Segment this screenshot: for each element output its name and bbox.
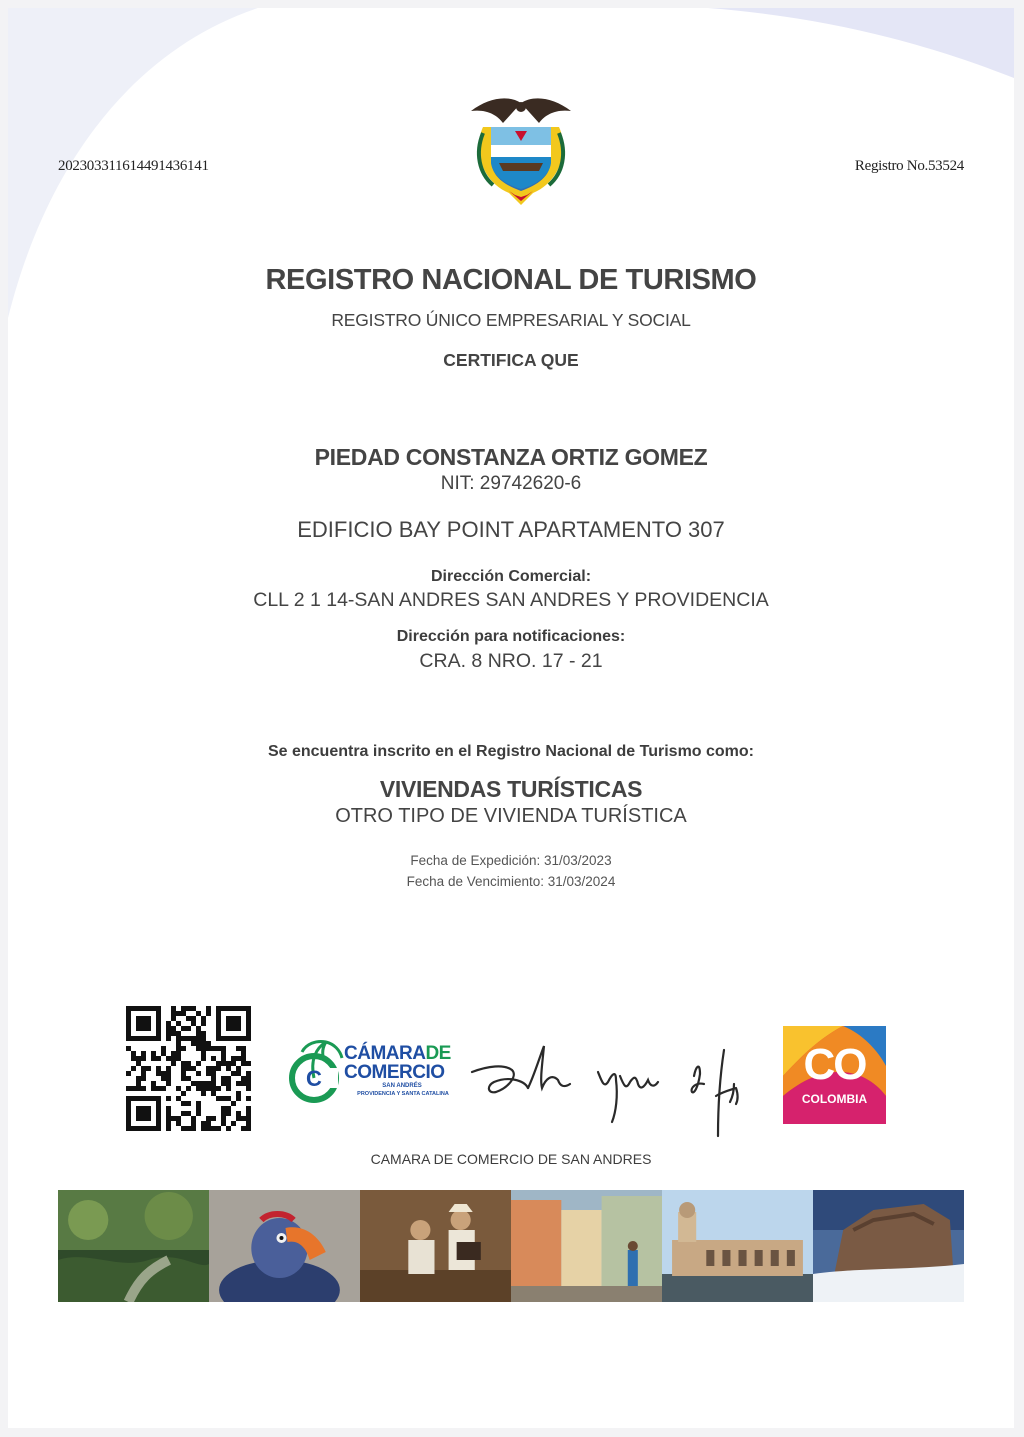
camara-line1b: DE bbox=[425, 1043, 451, 1064]
svg-text:C: C bbox=[306, 1066, 322, 1091]
document-title: REGISTRO NACIONAL DE TURISMO bbox=[265, 264, 757, 296]
direccion-comercial: CLL 2 1 14-SAN ANDRES SAN ANDRES Y PROVIDENCIA bbox=[253, 589, 769, 611]
direccion-notif: CRA. 8 NRO. 17 - 21 bbox=[419, 650, 603, 672]
document-code: 20230331161449143614​1 bbox=[58, 158, 209, 174]
co-colombia-logo bbox=[783, 1026, 886, 1124]
subcategoria: OTRO TIPO DE VIVIENDA TURÍSTICA bbox=[335, 805, 687, 827]
signature-icon bbox=[468, 1036, 758, 1141]
establishment-name: EDIFICIO BAY POINT APARTAMENTO 307 bbox=[297, 517, 725, 542]
camara-line4: PROVIDENCIA Y SANTA CATALINA bbox=[357, 1091, 449, 1097]
photo-strip bbox=[58, 1190, 964, 1302]
qr-code-icon bbox=[126, 1006, 251, 1131]
colombia-text: COLOMBIA bbox=[801, 1092, 868, 1106]
registro-number: Registro No.53524 bbox=[854, 158, 964, 174]
camara-palm-icon bbox=[286, 1038, 344, 1104]
colombia-coat-of-arms-icon bbox=[469, 93, 573, 208]
photo-colonial-street bbox=[511, 1190, 662, 1302]
photo-rock-formation bbox=[813, 1190, 964, 1302]
header-swoosh bbox=[8, 8, 1014, 408]
certifica-que: CERTIFICA QUE bbox=[443, 350, 579, 370]
camara-comercio-logo bbox=[286, 1038, 466, 1108]
document-subtitle: REGISTRO ÚNICO EMPRESARIAL Y SOCIAL bbox=[331, 310, 691, 330]
photo-palace bbox=[662, 1190, 813, 1302]
camara-line1: CÁMARA bbox=[344, 1043, 426, 1064]
certificate-page bbox=[8, 8, 1014, 1428]
camara-line2: COMERCIO bbox=[344, 1062, 445, 1083]
nit: NIT: 29742620-6 bbox=[440, 473, 582, 494]
camara-footer: CAMARA DE COMERCIO DE SAN ANDRES bbox=[370, 1151, 652, 1167]
owner-name: PIEDAD CONSTANZA ORTIZ GOMEZ bbox=[314, 444, 708, 470]
co-text: CO bbox=[803, 1040, 866, 1089]
fecha-vencimiento: Fecha de Vencimiento: 31/03/2024 bbox=[406, 874, 616, 889]
photo-forest bbox=[58, 1190, 209, 1302]
photo-vulture bbox=[209, 1190, 360, 1302]
direccion-notif-label: Dirección para notificaciones: bbox=[396, 628, 626, 645]
direccion-comercial-label: Dirección Comercial: bbox=[430, 568, 592, 585]
fecha-expedicion: Fecha de Expedición: 31/03/2023 bbox=[410, 853, 612, 868]
photo-musicians bbox=[360, 1190, 511, 1302]
categoria: VIVIENDAS TURÍSTICAS bbox=[379, 776, 643, 802]
inscrito-text: Se encuentra inscrito en el Registro Nacional de Turismo como: bbox=[267, 743, 755, 760]
camara-line3: SAN ANDRÉS bbox=[382, 1083, 422, 1089]
